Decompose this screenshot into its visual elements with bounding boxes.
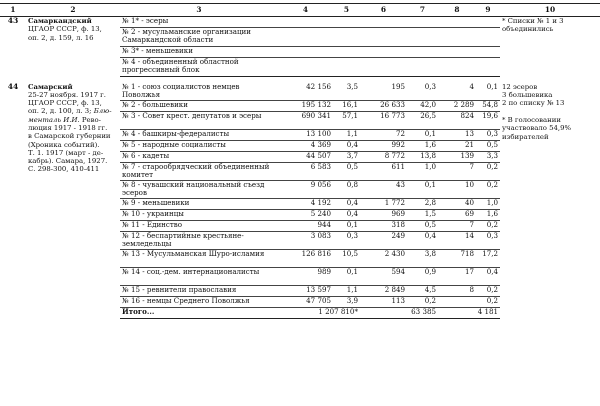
pct2-cell: 0,1 (407, 181, 438, 199)
note: * Списки № 1 и 3 объединились (502, 17, 564, 34)
votes-cell: 44 507 (278, 152, 333, 163)
district-source (26, 17, 120, 77)
votes2-cell: 113 (360, 297, 407, 308)
source-text: оп. 2, д. 159, л. 16 (28, 33, 94, 42)
list-name: № 12 - беспартийные крестьяне-земледельцы (120, 232, 278, 250)
votes-cell: 989 (278, 268, 333, 286)
source-text: 25-27 ноября. 1917 г. (28, 90, 106, 99)
district-number: 43 (7, 16, 19, 25)
pct3-cell: 3,3 (476, 152, 500, 163)
pct-cell: 57,1 (333, 112, 360, 130)
pct3-cell: 19,6 (476, 112, 500, 130)
pct3-cell: 17,2 (476, 250, 500, 268)
district-name: Самарский (28, 82, 73, 91)
pct2-cell: 1,0 (407, 163, 438, 181)
list-name: № 10 - украинцы (120, 210, 278, 221)
pct3-cell: 0,3 (476, 232, 500, 250)
votes3-cell: 4 (438, 83, 476, 101)
list-name: № 1* - эсеры (120, 17, 278, 28)
votes3-cell: 13 (438, 130, 476, 141)
source-text: Рево- (81, 115, 101, 124)
votes2-cell: 594 (360, 268, 407, 286)
pct2-cell: 4,5 (407, 286, 438, 297)
votes3-cell: 17 (438, 268, 476, 286)
source-text: (Хроника событий). (28, 140, 100, 149)
votes-cell: 13 597 (278, 286, 333, 297)
votes-cell: 195 132 (278, 101, 333, 112)
votes-cell: 4 369 (278, 141, 333, 152)
total-c6: 63 385 (360, 308, 438, 319)
source-text: люция 1917 - 1918 гг. (28, 123, 108, 132)
note (500, 83, 600, 320)
pct2-cell: 13,8 (407, 152, 438, 163)
district-number: 44 (7, 81, 19, 91)
votes3-cell: 69 (438, 210, 476, 221)
votes2-cell: 26 633 (360, 101, 407, 112)
pct3-cell: 0,3 (476, 130, 500, 141)
pct3-cell: 0,2 (476, 297, 500, 308)
note-line: 3 большевика (502, 90, 553, 99)
votes-cell: 690 341 (278, 112, 333, 130)
pct-cell: 1,1 (333, 130, 360, 141)
pct3-cell: 0,2 (476, 163, 500, 181)
list-name: № 14 - соц.-дем. интернационалисты (120, 268, 278, 286)
votes2-cell: 1 772 (360, 199, 407, 210)
votes2-cell: 2 849 (360, 286, 407, 297)
list-name: № 4 - объединенный областной прогрессивный блок (120, 58, 278, 77)
list-name: № 3 - Совет крест. депутатов и эсеры (120, 112, 278, 130)
col-header: 2 (26, 4, 120, 17)
pct2-cell: 0,9 (407, 268, 438, 286)
list-name: № 9 - меньшевики (120, 199, 278, 210)
votes2-cell: 318 (360, 221, 407, 232)
table-row (0, 17, 600, 28)
district-name: Самаркандский (28, 17, 92, 25)
pct2-cell: 0,1 (407, 130, 438, 141)
col-header: 10 (500, 4, 600, 17)
list-name: № 8 - чувашский национальный съезд эсеров (120, 181, 278, 199)
pct3-cell: 0,1 (476, 83, 500, 101)
votes-cell: 13 100 (278, 130, 333, 141)
votes3-cell: 7 (438, 221, 476, 232)
list-name: № 11 - Единство (120, 221, 278, 232)
list-name: № 3* - меньшевики (120, 47, 278, 58)
votes-cell: 3 083 (278, 232, 333, 250)
list-name: № 2 - большевики (120, 101, 278, 112)
votes-cell: 944 (278, 221, 333, 232)
votes2-cell: 992 (360, 141, 407, 152)
votes2-cell: 195 (360, 83, 407, 101)
total-c8: 4 181 (438, 308, 500, 319)
pct2-cell: 1,6 (407, 141, 438, 152)
pct3-cell: 1,0 (476, 199, 500, 210)
source-text: С. 298-300, 410-411 (28, 165, 100, 174)
col-header: 6 (360, 4, 407, 17)
table-row (0, 83, 600, 101)
votes3-cell: 21 (438, 141, 476, 152)
votes-cell: 126 816 (278, 250, 333, 268)
pct2-cell: 0,2 (407, 297, 438, 308)
votes2-cell: 249 (360, 232, 407, 250)
votes3-cell: 718 (438, 250, 476, 268)
pct-cell: 0,5 (333, 163, 360, 181)
pct-cell: 10,5 (333, 250, 360, 268)
source-author: Блю- (93, 107, 112, 116)
pct-cell: 0,1 (333, 221, 360, 232)
source-text: ЦГАОР СССР, ф. 13, (28, 99, 102, 108)
pct3-cell: 0,4 (476, 268, 500, 286)
votes3-cell: 2 289 (438, 101, 476, 112)
votes3-cell: 8 (438, 286, 476, 297)
list-name: № 7 - старообрядческий объединенный комитет (120, 163, 278, 181)
col-header: 9 (476, 4, 500, 17)
col-header: 4 (278, 4, 333, 17)
source-text: кабрь). Самара, 1927. (28, 157, 108, 166)
note-line: 12 эсеров (502, 82, 538, 91)
votes2-cell: 16 773 (360, 112, 407, 130)
pct-cell: 0,4 (333, 210, 360, 221)
col-header: 3 (120, 4, 278, 17)
col-header: 7 (407, 4, 438, 17)
pct-cell: 3,9 (333, 297, 360, 308)
col-header: 5 (333, 4, 360, 17)
votes-cell: 47 705 (278, 297, 333, 308)
list-name: № 4 - башкиры-федералисты (120, 130, 278, 141)
list-name: № 2 - мусульманские организации Самаркандской области (120, 28, 278, 47)
pct3-cell: 1,6 (476, 210, 500, 221)
votes3-cell: 7 (438, 163, 476, 181)
votes-cell: 5 240 (278, 210, 333, 221)
pct2-cell: 42,0 (407, 101, 438, 112)
votes3-cell: 40 (438, 199, 476, 210)
pct2-cell: 0,3 (407, 83, 438, 101)
source-text: ЦГАОР СССР, ф. 13, (28, 25, 102, 34)
col-header: 8 (438, 4, 476, 17)
list-name: № 6 - кадеты (120, 152, 278, 163)
source-text: в Самарской губернии (28, 132, 111, 141)
votes-cell: 6 583 (278, 163, 333, 181)
source-text: Т. 1. 1917 (март - де- (28, 148, 104, 157)
pct3-cell: 0,2 (476, 286, 500, 297)
pct-cell: 1,1 (333, 286, 360, 297)
pct3-cell: 54,8 (476, 101, 500, 112)
pct3-cell: 0,2 (476, 221, 500, 232)
note-line: * В голосовании (502, 116, 561, 125)
votes3-cell: 10 (438, 181, 476, 199)
votes3-cell (438, 297, 476, 308)
district-source (26, 83, 120, 320)
pct2-cell: 3,8 (407, 250, 438, 268)
votes2-cell: 969 (360, 210, 407, 221)
source-text: оп. 2, д. 100, л. 3; (28, 107, 92, 116)
votes2-cell: 43 (360, 181, 407, 199)
pct-cell: 3,5 (333, 83, 360, 101)
election-results-table (0, 3, 600, 319)
list-name: № 13 - Мусульманская Шуро-исламия (120, 250, 278, 268)
header-row (0, 4, 600, 17)
votes2-cell: 2 430 (360, 250, 407, 268)
list-name: № 5 - народные социалисты (120, 141, 278, 152)
col-header: 1 (0, 4, 26, 17)
votes3-cell: 824 (438, 112, 476, 130)
pct-cell: 0,4 (333, 199, 360, 210)
pct-cell: 0,1 (333, 268, 360, 286)
pct-cell: 0,4 (333, 141, 360, 152)
pct2-cell: 0,5 (407, 221, 438, 232)
source-author: менталь И.И. (28, 115, 80, 124)
pct2-cell: 26,5 (407, 112, 438, 130)
votes2-cell: 8 772 (360, 152, 407, 163)
pct2-cell: 2,8 (407, 199, 438, 210)
votes3-cell: 14 (438, 232, 476, 250)
pct-cell: 3,7 (333, 152, 360, 163)
pct3-cell: 0,2 (476, 181, 500, 199)
pct-cell: 0,3 (333, 232, 360, 250)
pct-cell: 0,8 (333, 181, 360, 199)
pct3-cell: 0,5 (476, 141, 500, 152)
votes3-cell: 139 (438, 152, 476, 163)
note-line: участвовало 54,9% (502, 124, 572, 133)
votes-cell: 9 056 (278, 181, 333, 199)
votes2-cell: 72 (360, 130, 407, 141)
list-name: № 15 - ревнители православия (120, 286, 278, 297)
pct2-cell: 0,4 (407, 232, 438, 250)
total-votes: 1 207 810* (278, 308, 360, 319)
pct-cell: 16,1 (333, 101, 360, 112)
note-line: 2 по списку № 13 (502, 98, 565, 107)
note-line: избирателей (502, 132, 549, 141)
votes2-cell: 611 (360, 163, 407, 181)
list-name: № 16 - немцы Среднего Поволжья (120, 297, 278, 308)
votes-cell: 4 192 (278, 199, 333, 210)
total-label: Итого... (120, 308, 278, 319)
list-name: № 1 - союз социалистов немцев Поволжья (120, 83, 278, 101)
pct2-cell: 1,5 (407, 210, 438, 221)
votes-cell: 42 156 (278, 83, 333, 101)
